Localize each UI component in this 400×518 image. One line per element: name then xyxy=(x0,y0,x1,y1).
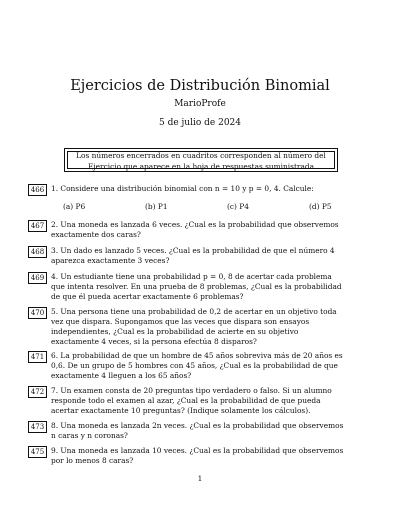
exercise-index: 4. xyxy=(51,272,59,281)
exercise-index: 2. xyxy=(51,220,59,229)
option-a: (a) P6 xyxy=(63,202,86,211)
exercise-index: 8. xyxy=(51,421,59,430)
exercise-text xyxy=(51,386,346,416)
exercise-number-box: 475 xyxy=(28,446,47,458)
exercise-statement: Considere una distribución binomial con n = 10 y p = 0, 4. Calcule: xyxy=(60,184,314,193)
exercise-text xyxy=(51,421,346,441)
date: 5 de julio de 2024 xyxy=(158,118,241,128)
exercise-text xyxy=(51,246,346,266)
exercise-index: 1. xyxy=(51,184,59,193)
exercise-statement: Una moneda es lanzada 6 veces. ¿Cual es la probabilidad que observemos exactamente dos caras? xyxy=(51,220,339,239)
exercise-number-box: 468 xyxy=(28,246,47,258)
exercise-number-box: 470 xyxy=(28,307,47,319)
exercise-statement: Un estudiante tiene una probabilidad p = 0, 8 de acertar cada problema que intenta resolver. En una prueba de 8 problemas, ¿Cual es la probabilidad de que él pueda acertar exactamente 6 problemas? xyxy=(51,272,342,301)
page-title: Ejercicios de Distribución Binomial xyxy=(70,78,330,94)
exercise-number-box: 473 xyxy=(28,421,47,433)
author: MarioProfe xyxy=(174,99,226,109)
exercise-index: 9. xyxy=(51,446,59,455)
exercise-text xyxy=(51,307,346,347)
option-b: (b) P1 xyxy=(145,202,168,211)
exercise-statement: Una persona tiene una probabilidad de 0,2 de acertar en un objetivo toda vez que dispara. Supongamos que las veces que dispara son ensayos independientes, ¿Cual es la probabilidad de acierte en su objetivo exactamente 4 veces, si la persona efectúa 8 disparos? xyxy=(51,307,337,346)
exercise-text xyxy=(51,351,346,381)
exercise-text xyxy=(51,272,346,302)
exercise-number-box: 467 xyxy=(28,220,47,232)
exercise-number-box: 469 xyxy=(28,272,47,284)
exercise-text xyxy=(51,446,346,466)
notice-box xyxy=(64,148,338,172)
notice-text: Los números encerrados en cuadritos corresponden al número del Ejercicio que aparece en la hoja de respuestas suministrada xyxy=(76,151,326,171)
exercise-number-box: 472 xyxy=(28,386,47,398)
exercise-statement: Una moneda es lanzada 2n veces. ¿Cual es la probabilidad que observemos n caras y n coronas? xyxy=(51,421,344,440)
exercise-statement: Un examen consta de 20 preguntas tipo verdadero o falso. Si un alumno responde todo el examen al azar, ¿Cual es la probabilidad de que pueda acertar exactamente 10 preguntas? (Indique solamente los cálculos). xyxy=(51,386,332,415)
exercise-statement: Un dado es lanzado 5 veces. ¿Cual es la probabilidad de que el número 4 aparezca exactamente 3 veces? xyxy=(51,246,335,265)
option-d: (d) P5 xyxy=(309,202,332,211)
exercise-index: 6. xyxy=(51,351,59,360)
exercise-index: 3. xyxy=(51,246,59,255)
exercise-statement: La probabilidad de que un hombre de 45 años sobreviva más de 20 años es 0,6. De un grupo de 5 hombres con 45 años, ¿Cual es la probabilidad de que exactamente 4 lleguen a los 65 años? xyxy=(51,351,343,380)
exercise-number-box: 471 xyxy=(28,351,47,363)
page-number: 1 xyxy=(197,474,203,483)
exercise-number-box: 466 xyxy=(28,184,47,196)
option-c: (c) P4 xyxy=(227,202,249,211)
exercise-index: 7. xyxy=(51,386,59,395)
exercise-index: 5. xyxy=(51,307,59,316)
exercise-text xyxy=(51,184,346,194)
exercise-statement: Una moneda es lanzada 10 veces. ¿Cual es la probabilidad que observemos por lo menos 8 caras? xyxy=(51,446,344,465)
exercise-text xyxy=(51,220,346,240)
